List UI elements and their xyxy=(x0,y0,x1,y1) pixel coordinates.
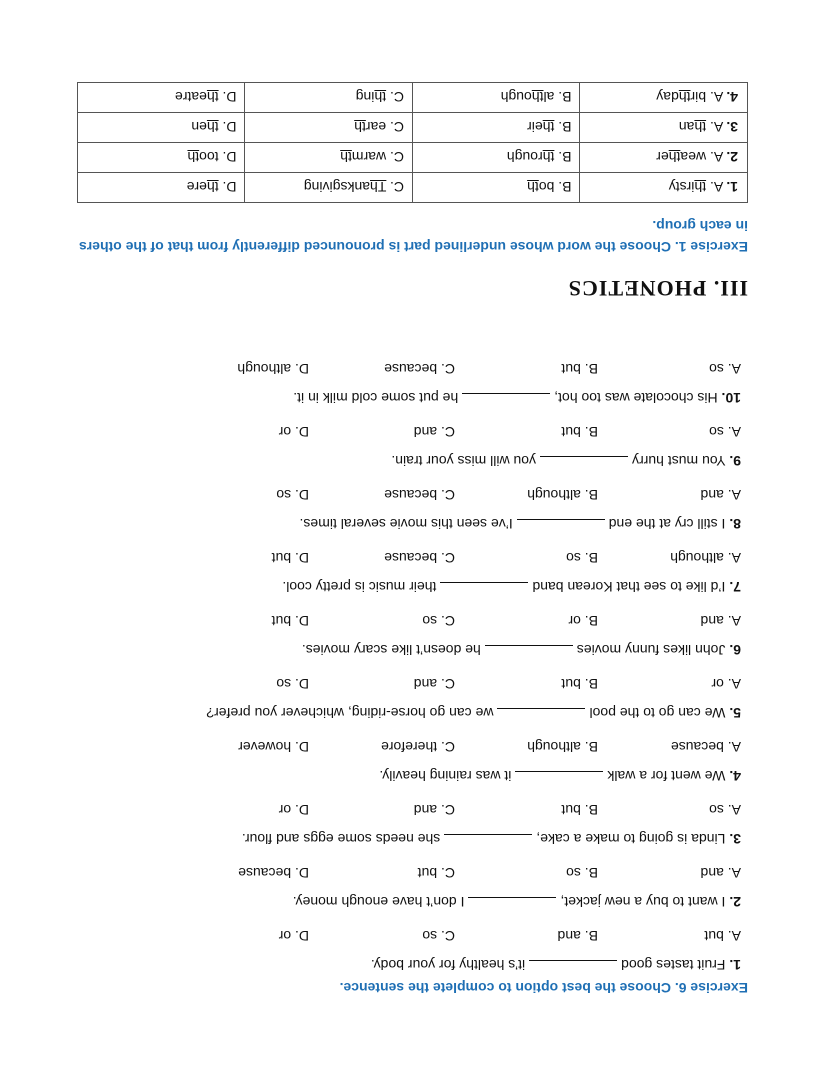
answer-option[interactable]: B. so xyxy=(566,550,598,566)
answer-option[interactable]: B. but xyxy=(561,361,598,377)
question-before: I still cry at the end xyxy=(608,516,726,532)
question-text xyxy=(391,453,741,469)
word-option-cell[interactable] xyxy=(245,113,413,143)
question-number: 6. xyxy=(729,642,741,658)
question-after: it was raining heavily. xyxy=(379,768,512,784)
answer-option[interactable]: C. and xyxy=(413,802,455,818)
answer-option[interactable]: A. although xyxy=(670,550,741,566)
answer-option[interactable]: B. although xyxy=(527,739,598,755)
answer-option[interactable]: B. but xyxy=(561,802,598,818)
answer-option[interactable]: D. but xyxy=(271,550,309,566)
answer-option[interactable]: A. and xyxy=(700,613,741,629)
answer-option[interactable]: D. so xyxy=(276,676,309,692)
word-suffix: day xyxy=(656,89,679,106)
answer-blank[interactable] xyxy=(462,393,550,405)
table-row xyxy=(78,83,748,113)
question-after: she needs some eggs and flour. xyxy=(241,831,441,847)
word-prefix: C. warm xyxy=(351,149,404,166)
answer-option[interactable]: B. but xyxy=(561,424,598,440)
question-before: His chocolate was too hot, xyxy=(554,390,718,406)
word-option-cell[interactable] xyxy=(78,113,246,143)
word-option-cell[interactable] xyxy=(78,143,246,173)
question-text xyxy=(371,957,741,973)
question-text xyxy=(293,390,741,406)
table-row xyxy=(78,113,748,143)
question-number: 7. xyxy=(729,579,741,595)
word-option-cell[interactable] xyxy=(580,83,748,113)
answer-blank[interactable] xyxy=(540,456,628,468)
answer-option[interactable]: A. and xyxy=(700,865,741,881)
answer-option[interactable]: A. so xyxy=(709,424,741,440)
word-suffix: an xyxy=(678,119,695,136)
answer-option[interactable]: D. so xyxy=(276,487,309,503)
word-option-cell[interactable] xyxy=(580,143,748,173)
word-suffix: ere xyxy=(186,179,207,196)
underlined-letters: th xyxy=(678,89,691,106)
answer-option[interactable]: B. although xyxy=(527,487,598,503)
answer-blank[interactable] xyxy=(468,897,556,909)
word-prefix: D. xyxy=(218,179,237,196)
word-option-cell[interactable] xyxy=(245,83,413,113)
answer-option[interactable]: D. or xyxy=(278,802,309,818)
word-prefix: D. xyxy=(218,89,237,106)
question-number: 5. xyxy=(729,705,741,721)
question-number: 2. xyxy=(729,894,741,910)
word-prefix: B. al xyxy=(543,89,572,106)
answer-option[interactable]: C. therefore xyxy=(381,739,455,755)
word-suffix: anksgiving xyxy=(303,179,371,196)
question-before: Linda is going to make a cake, xyxy=(536,831,726,847)
question-number: 1. xyxy=(729,957,741,973)
underlined-letters: th xyxy=(206,179,219,196)
word-option-cell[interactable] xyxy=(413,83,581,113)
answer-option[interactable]: C. so xyxy=(422,928,455,944)
underlined-letters: th xyxy=(354,119,366,136)
answer-option[interactable]: C. and xyxy=(413,676,455,692)
question-text xyxy=(242,831,741,847)
answer-blank[interactable] xyxy=(517,519,605,531)
answer-option[interactable]: B. so xyxy=(566,865,598,881)
answer-blank[interactable] xyxy=(440,582,528,594)
underlined-letters: th xyxy=(206,119,219,136)
word-option-cell[interactable] xyxy=(580,173,748,203)
word-prefix: B. xyxy=(554,149,572,166)
question-text xyxy=(379,768,741,784)
word-option-cell[interactable] xyxy=(580,113,748,143)
answer-option[interactable]: A. and xyxy=(700,487,741,503)
underlined-letters: th xyxy=(187,149,200,166)
word-option-cell[interactable] xyxy=(245,143,413,173)
word-suffix: eir xyxy=(527,119,543,136)
word-suffix: ing xyxy=(355,89,375,106)
answer-option[interactable]: D. but xyxy=(271,613,309,629)
underlined-letters: th xyxy=(340,149,352,166)
word-suffix: irsty xyxy=(668,179,695,196)
table-row xyxy=(78,143,748,173)
answer-option[interactable]: D. or xyxy=(278,928,309,944)
underlined-letters: th xyxy=(374,89,387,106)
answer-option[interactable]: B. or xyxy=(568,613,598,629)
exercise-6-heading: Exercise 6. Choose the best option to complete the sentence. xyxy=(339,980,748,996)
word-prefix: B. xyxy=(554,119,572,136)
word-prefix: C. xyxy=(386,179,404,196)
question-after: he doesn’t like scary movies. xyxy=(301,642,481,658)
row-number: 3. xyxy=(726,119,738,136)
answer-option[interactable]: C. because xyxy=(384,487,455,503)
answer-option[interactable]: B. and xyxy=(557,928,598,944)
underlined-letters: th xyxy=(527,179,539,196)
question-text xyxy=(293,894,741,910)
underlined-letters: th xyxy=(206,89,219,106)
underlined-letters: Th xyxy=(370,179,387,196)
table-row xyxy=(78,173,748,203)
answer-blank[interactable] xyxy=(515,771,603,783)
question-text xyxy=(206,705,741,721)
answer-option[interactable]: A. but xyxy=(704,928,741,944)
answer-blank[interactable] xyxy=(485,645,573,657)
word-suffix: eatre xyxy=(175,89,207,106)
question-number: 8. xyxy=(729,516,741,532)
answer-option[interactable]: A. so xyxy=(709,802,741,818)
answer-blank[interactable] xyxy=(529,960,617,972)
question-before: I’d like to see that Korean band xyxy=(532,579,726,595)
question-before: Fruit tastes good xyxy=(621,957,726,973)
question-text xyxy=(282,579,741,595)
word-prefix: 1. A. xyxy=(706,179,738,196)
question-text xyxy=(302,642,741,658)
word-suffix: ough xyxy=(500,89,532,106)
answer-option[interactable]: D. or xyxy=(278,424,309,440)
word-prefix: 3. A. xyxy=(706,119,738,136)
word-prefix: D. too xyxy=(199,149,237,166)
word-prefix: C. xyxy=(386,89,404,106)
answer-blank[interactable] xyxy=(497,708,585,720)
question-number: 3. xyxy=(729,831,741,847)
question-number: 4. xyxy=(729,768,741,784)
word-option-cell[interactable] xyxy=(78,83,246,113)
word-option-cell[interactable] xyxy=(413,113,581,143)
question-before: I want to buy a new jacket, xyxy=(560,894,726,910)
question-after: you will miss your train. xyxy=(391,453,537,469)
underlined-letters: th xyxy=(694,119,707,136)
underlined-letters: th xyxy=(542,149,555,166)
underlined-letters: th xyxy=(694,179,707,196)
row-number: 2. xyxy=(726,149,738,166)
answer-option[interactable]: C. so xyxy=(422,613,455,629)
answer-option[interactable]: C. because xyxy=(384,550,455,566)
question-text xyxy=(300,516,742,532)
phonetics-table xyxy=(77,82,748,203)
underlined-letters: th xyxy=(542,119,555,136)
underlined-letters: th xyxy=(668,149,681,166)
question-after: he put some cold milk in it. xyxy=(293,390,459,406)
word-option-cell[interactable] xyxy=(413,143,581,173)
question-before: We went for a walk xyxy=(607,768,726,784)
answer-option[interactable]: C. because xyxy=(384,361,455,377)
answer-option[interactable]: C. and xyxy=(413,424,455,440)
row-number: 1. xyxy=(726,179,738,196)
answer-option[interactable]: B. but xyxy=(561,676,598,692)
word-prefix: 2. A. wea xyxy=(680,149,738,166)
answer-option[interactable]: C. but xyxy=(417,865,455,881)
question-before: John likes funny movies xyxy=(576,642,726,658)
word-prefix: 4. A. bir xyxy=(690,89,738,106)
answer-option[interactable]: A. or xyxy=(711,676,741,692)
question-after: it’s healthy for your body. xyxy=(370,957,526,973)
answer-option[interactable]: D. although xyxy=(237,361,309,377)
word-prefix: D. xyxy=(218,119,237,136)
question-number: 10. xyxy=(721,390,741,406)
word-option-cell[interactable] xyxy=(413,173,581,203)
exercise-1-heading: Exercise 1. Choose the word whose underlined part is pronounced differently from that of the others in each group. xyxy=(79,218,748,255)
question-number: 9. xyxy=(729,453,741,469)
word-option-cell[interactable] xyxy=(245,173,413,203)
word-suffix: er xyxy=(656,149,669,166)
question-after: their music is pretty cool. xyxy=(282,579,437,595)
word-prefix: C. ear xyxy=(365,119,404,136)
word-prefix: B. bo xyxy=(538,179,572,196)
answer-blank[interactable] xyxy=(444,834,532,846)
word-option-cell[interactable] xyxy=(78,173,246,203)
question-after: we can go horse-riding, whichever you prefer? xyxy=(206,705,494,721)
row-number: 4. xyxy=(726,89,738,106)
section-title: III. PHONETICS xyxy=(567,276,748,301)
question-before: We can go to the pool xyxy=(589,705,726,721)
word-suffix: rough xyxy=(506,149,543,166)
question-after: I don’t have enough money. xyxy=(292,894,465,910)
answer-option[interactable]: D. however xyxy=(238,739,309,755)
word-suffix: en xyxy=(191,119,207,136)
question-after: I’ve seen this movie several times. xyxy=(299,516,513,532)
underlined-letters: th xyxy=(531,89,544,106)
answer-option[interactable]: A. because xyxy=(670,739,741,755)
answer-option[interactable]: A. so xyxy=(709,361,741,377)
question-before: You must hurry xyxy=(632,453,726,469)
answer-option[interactable]: D. because xyxy=(238,865,309,881)
